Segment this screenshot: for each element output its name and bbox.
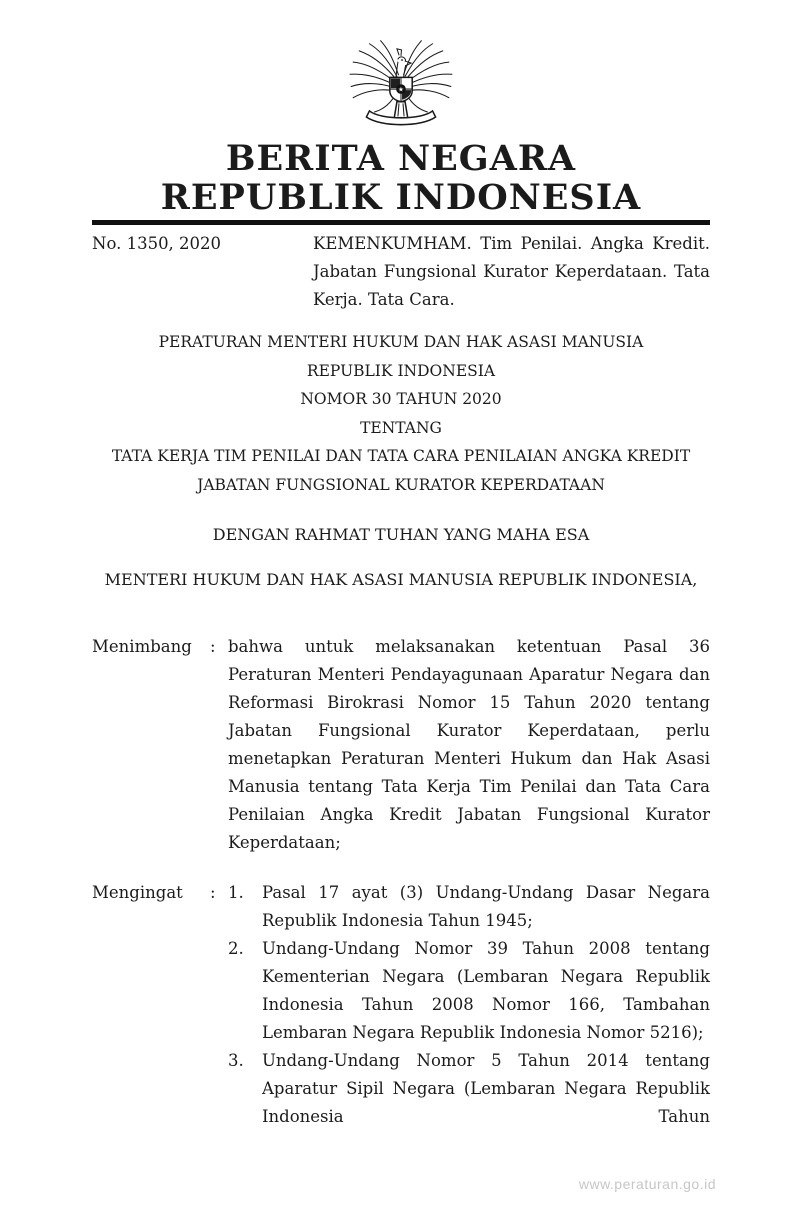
legal-basis-item-1-text: Pasal 17 ayat (3) Undang-Undang Dasar Negara Republik Indonesia Tahun 1945; — [262, 883, 710, 930]
masthead-line-1: BERITA NEGARA — [225, 138, 577, 179]
garuda-pancasila-emblem-icon — [345, 36, 457, 136]
considerations-section — [92, 633, 710, 857]
regulation-subject-line-1: TATA KERJA TIM PENILAI DAN TATA CARA PENILAIAN ANGKA KREDIT — [111, 447, 691, 465]
authority-line: MENTERI HUKUM DAN HAK ASASI MANUSIA REPUBLIK INDONESIA, — [104, 570, 698, 589]
regulation-title-block — [92, 328, 710, 499]
gazette-header — [92, 230, 710, 314]
legal-basis-item-3-number: 3. — [228, 1051, 244, 1070]
legal-basis-item-2 — [228, 935, 710, 1047]
issue-number: No. 1350, 2020 — [92, 234, 222, 253]
legal-basis-item-3 — [228, 1047, 710, 1131]
masthead-title — [92, 139, 710, 217]
watermark-text: www.peraturan.go.id — [578, 1176, 716, 1192]
legal-basis-item-1-number: 1. — [228, 883, 244, 902]
legal-basis-label: Mengingat — [92, 883, 183, 902]
considerations-colon: : — [210, 637, 216, 656]
regulation-title-line-2: REPUBLIK INDONESIA — [306, 361, 496, 380]
tentang-line: TENTANG — [360, 418, 442, 437]
regulation-title-line-1: PERATURAN MENTERI HUKUM DAN HAK ASASI MANUSIA — [158, 333, 644, 351]
pancasila-star-icon: ★ — [398, 85, 404, 94]
legal-basis-list — [228, 879, 710, 1131]
legal-basis-item-2-text: Undang-Undang Nomor 39 Tahun 2008 tentang Kementerian Negara (Lembaran Negara Republik Indonesia Tahun 2008 Nomor 166, Tambahan Lembaran Negara Republik Indonesia Nomor 5216); — [262, 939, 710, 1042]
considerations-label: Menimbang — [92, 637, 192, 656]
considerations-text: bahwa untuk melaksanakan ketentuan Pasal 36 Peraturan Menteri Pendayagunaan Aparatur Negara dan Reformasi Birokrasi Nomor 15 Tahun 2020 tentang Jabatan Fungsional Kurator Keperdataan, perlu menetapkan Peraturan Menteri Hukum dan Hak Asasi Manusia tentang Tata Kerja Tim Penilai dan Tata Cara Penilaian Angka Kredit Jabatan Fungsional Kurator Keperdataan; — [228, 637, 710, 852]
legal-basis-item-1 — [228, 879, 710, 935]
regulation-subject-line-2: JABATAN FUNGSIONAL KURATOR KEPERDATAAN — [197, 475, 605, 494]
subject-summary: KEMENKUMHAM. Tim Penilai. Angka Kredit. Jabatan Fungsional Kurator Keperdataan. Tata Kerja. Tata Cara. — [313, 234, 710, 309]
regulation-number-line: NOMOR 30 TAHUN 2020 — [300, 390, 502, 408]
legal-basis-item-2-number: 2. — [228, 939, 244, 958]
emblem-container — [92, 0, 710, 136]
invocation-line: DENGAN RAHMAT TUHAN YANG MAHA ESA — [212, 525, 590, 544]
legal-basis-section — [92, 879, 710, 1131]
legal-basis-item-3-text: Undang-Undang Nomor 5 Tahun 2014 tentang Aparatur Sipil Negara (Lembaran Negara Republik Indonesia Tahun — [262, 1051, 710, 1126]
masthead-line-2: REPUBLIK INDONESIA — [160, 177, 642, 218]
header-rule — [92, 220, 710, 225]
legal-basis-colon: : — [210, 883, 216, 902]
